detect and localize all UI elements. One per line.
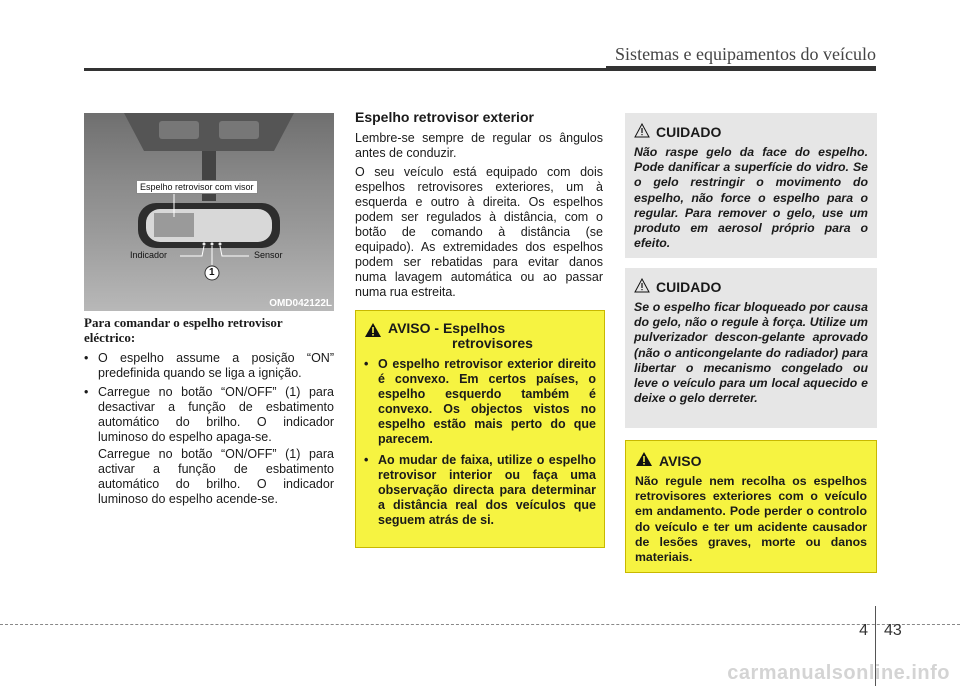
indicator-light: [203, 243, 206, 246]
left-column: [84, 315, 334, 507]
figure-code: OMD042122L: [269, 298, 332, 309]
label-indicator: Indicador: [130, 250, 168, 260]
label-sensor: Sensor: [254, 250, 283, 260]
warning-title: [364, 321, 596, 351]
header-title: Sistemas e equipamentos do veículo: [615, 44, 876, 64]
warning-text-right: Não regule nem recolha os espelhos retrovisores exteriores com o veículo em andamento. Pode perder o controlo do veículo e ter um acidente causador de lesões graves, morte ou danos materiais.: [635, 474, 867, 565]
sensor-dot: [219, 243, 222, 246]
warning-bullet-2: • Ao mudar de faixa, utilize o espelho retrovisor interior ou faça uma observação directa para determinar a distância real dos veículos que seguem atrás de si.: [364, 453, 596, 528]
caution-title-1-text: CUIDADO: [656, 124, 722, 140]
label-mirror: Espelho retrovisor com visor: [136, 180, 258, 194]
section-heading: Espelho retrovisor exterior: [355, 109, 534, 125]
caution-box-1: [625, 113, 877, 258]
mirror-illustration: [84, 113, 334, 311]
mid-paragraph-2: O seu veículo está equipado com dois espelhos retrovisores exteriores, um à esquerda e outro à direita. Os espelhos podem ser regulados à distância, com o botão de comando à distância (se equipado). As extremidades dos espelhos podem ser rebatidas para evitar danos numa lavagem automática ou ao passar numa rua estreita.: [355, 165, 603, 299]
warning-title-line2: retrovisores: [452, 335, 533, 351]
overhead-console: [124, 113, 294, 151]
console-lamp-left: [159, 121, 199, 139]
warning-title-right-text: AVISO: [659, 452, 702, 469]
header-tab: [606, 66, 876, 71]
onoff-button: [211, 243, 214, 246]
footer-rule: [0, 624, 960, 625]
watermark: carmanualsonline.info: [727, 662, 950, 684]
page-number: 43: [884, 622, 902, 639]
left-bullet-2-continued: Carregue no botão “ON/OFF” (1) para activar a função de esbatimento automático do brilho. O indicador luminoso do espelho acende-se.: [98, 447, 334, 506]
caution-title-2-text: CUIDADO: [656, 279, 722, 295]
caution-title-1: [634, 123, 868, 141]
mirror-figure: [84, 113, 334, 311]
console-lamp-right: [219, 121, 259, 139]
caution-text-2: Se o espelho ficar bloqueado por causa do gelo, não o regule à força. Utilize um pulverizador descon-gelante aprovado (não o anticongelante do radiador) para libertar o mecanismo congelado ou leve o veículo para um local aquecido e deixe o gelo derreter.: [634, 300, 868, 406]
chapter-number: 4: [859, 622, 868, 639]
callout-number: 1: [209, 267, 215, 278]
caution-box-2: [625, 268, 877, 428]
left-bullet-1: • O espelho assume a posição “ON” predefinida quando se liga a ignição.: [84, 351, 334, 381]
warning-icon: [635, 451, 653, 470]
warning-box-adjust: [625, 440, 877, 573]
caution-title-2: [634, 278, 868, 296]
warning-title-right: [635, 451, 867, 470]
middle-column: [355, 110, 603, 304]
warning-box-mirrors: [355, 310, 605, 548]
mid-paragraph-1: Lembre-se sempre de regular os ângulos antes de conduzir.: [355, 131, 603, 160]
caution-icon: [634, 278, 650, 296]
caution-text-1: Não raspe gelo da face do espelho. Pode danificar a superfície do vidro. Se o gelo restringir o movimento do espelho, não force o espelho para o regular. Para remover o gelo, use um produto em aerosol próprio para o efeito.: [634, 145, 868, 251]
warning-title-line1: AVISO - Espelhos: [388, 320, 506, 336]
left-subtitle: Para comandar o espelho retrovisor eléctrico:: [84, 315, 283, 345]
caution-icon: [634, 123, 650, 141]
left-bullet-2: • Carregue no botão “ON/OFF” (1) para desactivar a função de esbatimento automático do brilho. O indicador luminoso do espelho apaga-se.: [84, 385, 334, 445]
warning-bullet-1: • O espelho retrovisor exterior direito é convexo. Em certos países, o espelho esquerdo também é convexo. Os objectos vistos no espelho estão mais perto do que parecem.: [364, 357, 596, 447]
warning-icon: [364, 322, 382, 341]
